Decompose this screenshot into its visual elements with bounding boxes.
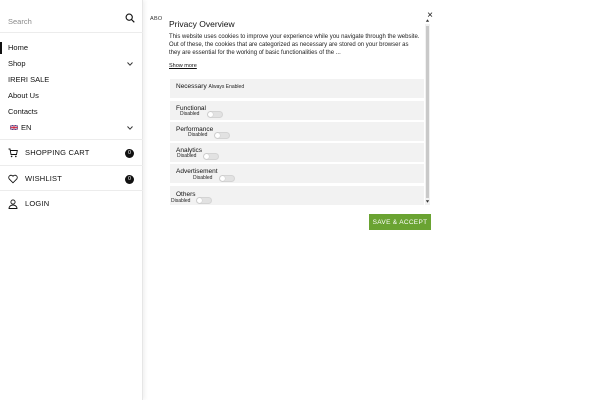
chevron-down-icon[interactable] xyxy=(127,62,133,66)
nav-item-ireri-sale[interactable] xyxy=(8,73,135,87)
scrollbar-thumb[interactable] xyxy=(426,26,429,198)
category-name: Analytics xyxy=(176,147,203,154)
scroll-down-arrow-icon[interactable] xyxy=(425,199,430,204)
category-name: Functional xyxy=(176,105,206,112)
analytics-toggle[interactable] xyxy=(203,153,219,160)
heart-icon xyxy=(8,174,18,184)
others-toggle[interactable] xyxy=(196,197,212,204)
category-status: Always Enabled xyxy=(208,84,245,90)
scroll-up-arrow-icon[interactable] xyxy=(425,18,430,23)
cookie-category-performance[interactable] xyxy=(170,122,424,141)
category-status: Disabled xyxy=(180,111,200,117)
nav-item-label: IRERI SALE xyxy=(8,75,50,84)
chevron-down-icon[interactable] xyxy=(127,126,133,130)
save-and-accept-button[interactable]: SAVE & ACCEPT xyxy=(369,214,431,230)
wishlist-link[interactable] xyxy=(0,165,143,191)
cookie-category-analytics[interactable] xyxy=(170,143,424,162)
modal-title: Privacy Overview xyxy=(169,19,235,29)
nav-item-contacts[interactable] xyxy=(8,105,135,119)
cart-icon xyxy=(8,148,18,158)
category-status: Disabled xyxy=(177,153,197,159)
search-icon[interactable] xyxy=(125,13,135,23)
nav-item-home[interactable] xyxy=(8,41,135,55)
uk-flag-icon xyxy=(10,125,18,130)
performance-toggle[interactable] xyxy=(214,132,230,139)
language-selector[interactable] xyxy=(8,121,135,135)
nav-item-label: Shop xyxy=(8,59,26,68)
cart-label: SHOPPING CART xyxy=(25,148,90,157)
background-heading-partial: ABO xyxy=(150,16,163,22)
side-menu xyxy=(0,0,143,400)
category-status: Disabled xyxy=(193,175,213,181)
login-link[interactable] xyxy=(0,190,143,216)
functional-toggle[interactable] xyxy=(207,111,223,118)
category-name: Others xyxy=(176,191,196,198)
login-label: LOGIN xyxy=(25,199,50,208)
language-label: EN xyxy=(21,123,32,132)
cookie-category-advertisement[interactable] xyxy=(170,164,424,183)
category-name: Advertisement xyxy=(176,168,218,175)
search-bar xyxy=(8,11,135,29)
modal-description: This website uses cookies to improve your experience while you navigate through the website. Out of these, the cookies that are categorized as necessary are stored on your browser as they are essential for the working of basic functionalities of the ... xyxy=(169,34,420,56)
close-icon[interactable]: × xyxy=(427,10,433,21)
search-input[interactable] xyxy=(8,14,118,30)
nav-item-about-us[interactable] xyxy=(8,89,135,103)
wishlist-count-badge: 0 xyxy=(125,175,134,184)
show-more-link[interactable]: Show more xyxy=(169,63,197,69)
wishlist-label: WISHLIST xyxy=(25,174,63,183)
cookie-category-others[interactable] xyxy=(170,186,424,205)
divider xyxy=(0,32,143,33)
nav-item-shop[interactable] xyxy=(8,57,135,71)
advertisement-toggle[interactable] xyxy=(219,175,235,182)
user-icon xyxy=(8,199,18,209)
nav-item-label: Contacts xyxy=(8,107,38,116)
category-name: Necessary xyxy=(176,83,207,90)
cart-count-badge: 0 xyxy=(125,149,134,158)
cookie-category-functional[interactable] xyxy=(170,101,424,120)
category-status: Disabled xyxy=(188,132,208,138)
shopping-cart-link[interactable] xyxy=(0,139,143,165)
category-status: Disabled xyxy=(171,198,191,204)
nav-item-label: About Us xyxy=(8,91,39,100)
category-name: Performance xyxy=(176,126,214,133)
cookie-category-necessary[interactable] xyxy=(170,79,424,98)
nav-item-label: Home xyxy=(8,43,29,52)
